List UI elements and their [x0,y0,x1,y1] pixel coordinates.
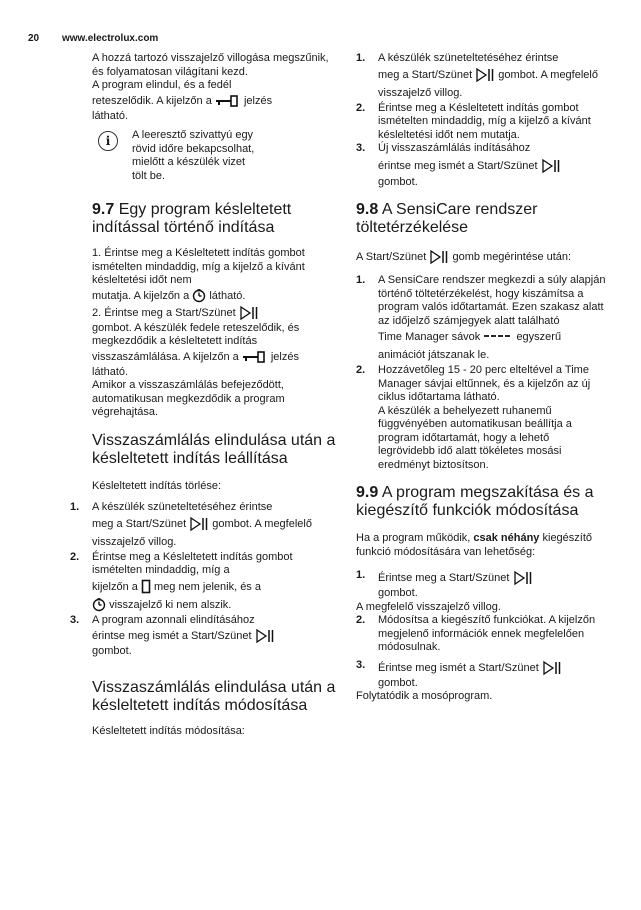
cancel-list [70,501,342,659]
lock-icon [242,351,268,363]
start-pause-icon [542,660,562,676]
info-icon: i [98,131,118,151]
s97-p1b: mutatja. A kijelzőn a látható. [92,289,246,302]
start-pause-icon [429,249,449,265]
site-url: www.electrolux.com [62,33,159,44]
start-pause-icon [475,67,495,83]
info-text: A leeresztő szivattyú egy rövid időre bekapcsolhat, mielőtt a készülék vizet tölt be. [132,129,255,182]
modify-intro: Késleltetett indítás módosítása: [92,724,245,737]
list-item: 3. Új visszaszámlálás indításához érintse meg ismét a Start/Szünet gombot. [356,142,608,189]
list-item: 1. A SensiCare rendszer megkezdi a súly alapján történő töltetérzékelést, hogy kiszámítsa a program valós időtartamát. Ezen szakasz alatt az időjelző számjegyek alatt található Time Manager sávok egyszerű animációt játszanak le. [356,274,606,361]
s97-p2b: gombot. A készülék fedele reteszelődik, és megkezdődik a késleltetett indítás [92,321,300,347]
modify-title: Visszaszámlálás elindulása után a késleltetett indítás módosítása [92,678,336,714]
s98-list [356,274,608,472]
zero-digit-icon [141,579,151,594]
list-item: 2. Érintse meg a Késleltetett indítás gombot ismételten mindaddig, míg a kijelző a kívánt késleltetési időt nem mutatja. [356,101,591,141]
s97-p2e: látható. [92,365,129,378]
section-9-7-title: 9.7 Egy program késleltetett indítással történő indítása [92,201,292,236]
timer-icon [92,598,106,612]
list-item: 2. Hozzávetőleg 15 - 20 perc elteltével a Time Manager sávjai eltűnnek, és a kijelzőn az új ciklus időtartama látható. A készülék a behelyezett ruhanemű függvényében automatikusan beállítja a program időtartamát, hogy a lehető legrövidebb idő alatt tökéletes mosási eredményt biztosítson. [356,364,591,471]
start-pause-icon [255,628,275,644]
s99-list-2 [356,614,608,690]
s99-after1: A megfelelő visszajelző villog. [356,600,501,613]
list-item: 1. A készülék szüneteltetéséhez érintse meg a Start/Szünet gombot. A megfelelő visszajelző villog. [70,501,312,548]
s97-p1: 1. Érintse meg a Késleltetett indítás gombot ismételten mindaddig, míg a kijelző a kívánt késleltetési időt nem [92,247,305,286]
list-item: 1. Érintse meg a Start/Szünet gombot. [356,569,608,601]
list-item: 2. Módosítsa a kiegészítő funkciókat. A kijelzőn megjelenő információk ennek megfelelően módosulnak. [356,614,596,653]
right-column [356,52,608,704]
cancel-title: Visszaszámlálás elindulása után a késleltetett indítás leállítása [92,431,336,467]
page-header [28,33,158,44]
s98-intro: A Start/Szünet gomb megérintése után: [356,249,608,266]
start-pause-icon [189,516,209,532]
info-note [92,129,342,183]
s99-after3: Folytatódik a mosóprogram. [356,690,493,702]
lock-icon [215,95,241,107]
s97-p2c: visszaszámlálása. A kijelzőn a jelzés [92,350,299,363]
s97-p3: Amikor a visszaszámlálás befejeződött, automatikusan megkezdődik a program végrehajtása. [92,379,285,418]
timer-icon [192,289,206,303]
page-number: 20 [28,33,40,44]
list-item: 3. Érintse meg ismét a Start/Szünet gombot. [356,659,608,691]
list-item: 1. A készülék szüneteltetéséhez érintse meg a Start/Szünet gombot. A megfelelő visszajelző villog. [356,52,598,99]
time-manager-bars-icon [483,333,513,341]
start-pause-icon [239,305,259,321]
s97-p2: 2. Érintse meg a Start/Szünet [92,305,342,322]
restart-list [356,52,608,189]
cancel-intro: Késleltetett indítás törlése: [92,479,222,492]
intro-p3c: látható. [92,109,129,122]
s99-p1: Ha a program működik, csak néhány kiegészítő funkció módosítására van lehetőség: [356,532,593,558]
list-item: 2. Érintse meg a Késleltetett indítás gombot ismételten mindaddig, míg a kijelzőn a meg nem jelenik, és a visszajelző ki nem alszik. [70,550,293,611]
start-pause-icon [513,570,533,586]
s99-list-1 [356,569,608,601]
section-9-9-title: 9.9 A program megszakítása és a kiegészítő funkciók módosítása [356,484,594,519]
left-column [70,52,342,738]
list-item: 3. A program azonnali elindításához érintse meg ismét a Start/Szünet gombot. [70,614,342,659]
intro-p1: A hozzá tartozó visszajelző villogása megszűnik, és folyamatosan világítani kezd. [92,52,329,78]
start-pause-icon [541,158,561,174]
section-9-8-title: 9.8 A SensiCare rendszer töltetérzékelése [356,201,538,236]
intro-p2: A program elindul, és a fedél [92,79,232,91]
intro-p3: reteszelődik. A kijelzőn a jelzés [92,94,273,107]
